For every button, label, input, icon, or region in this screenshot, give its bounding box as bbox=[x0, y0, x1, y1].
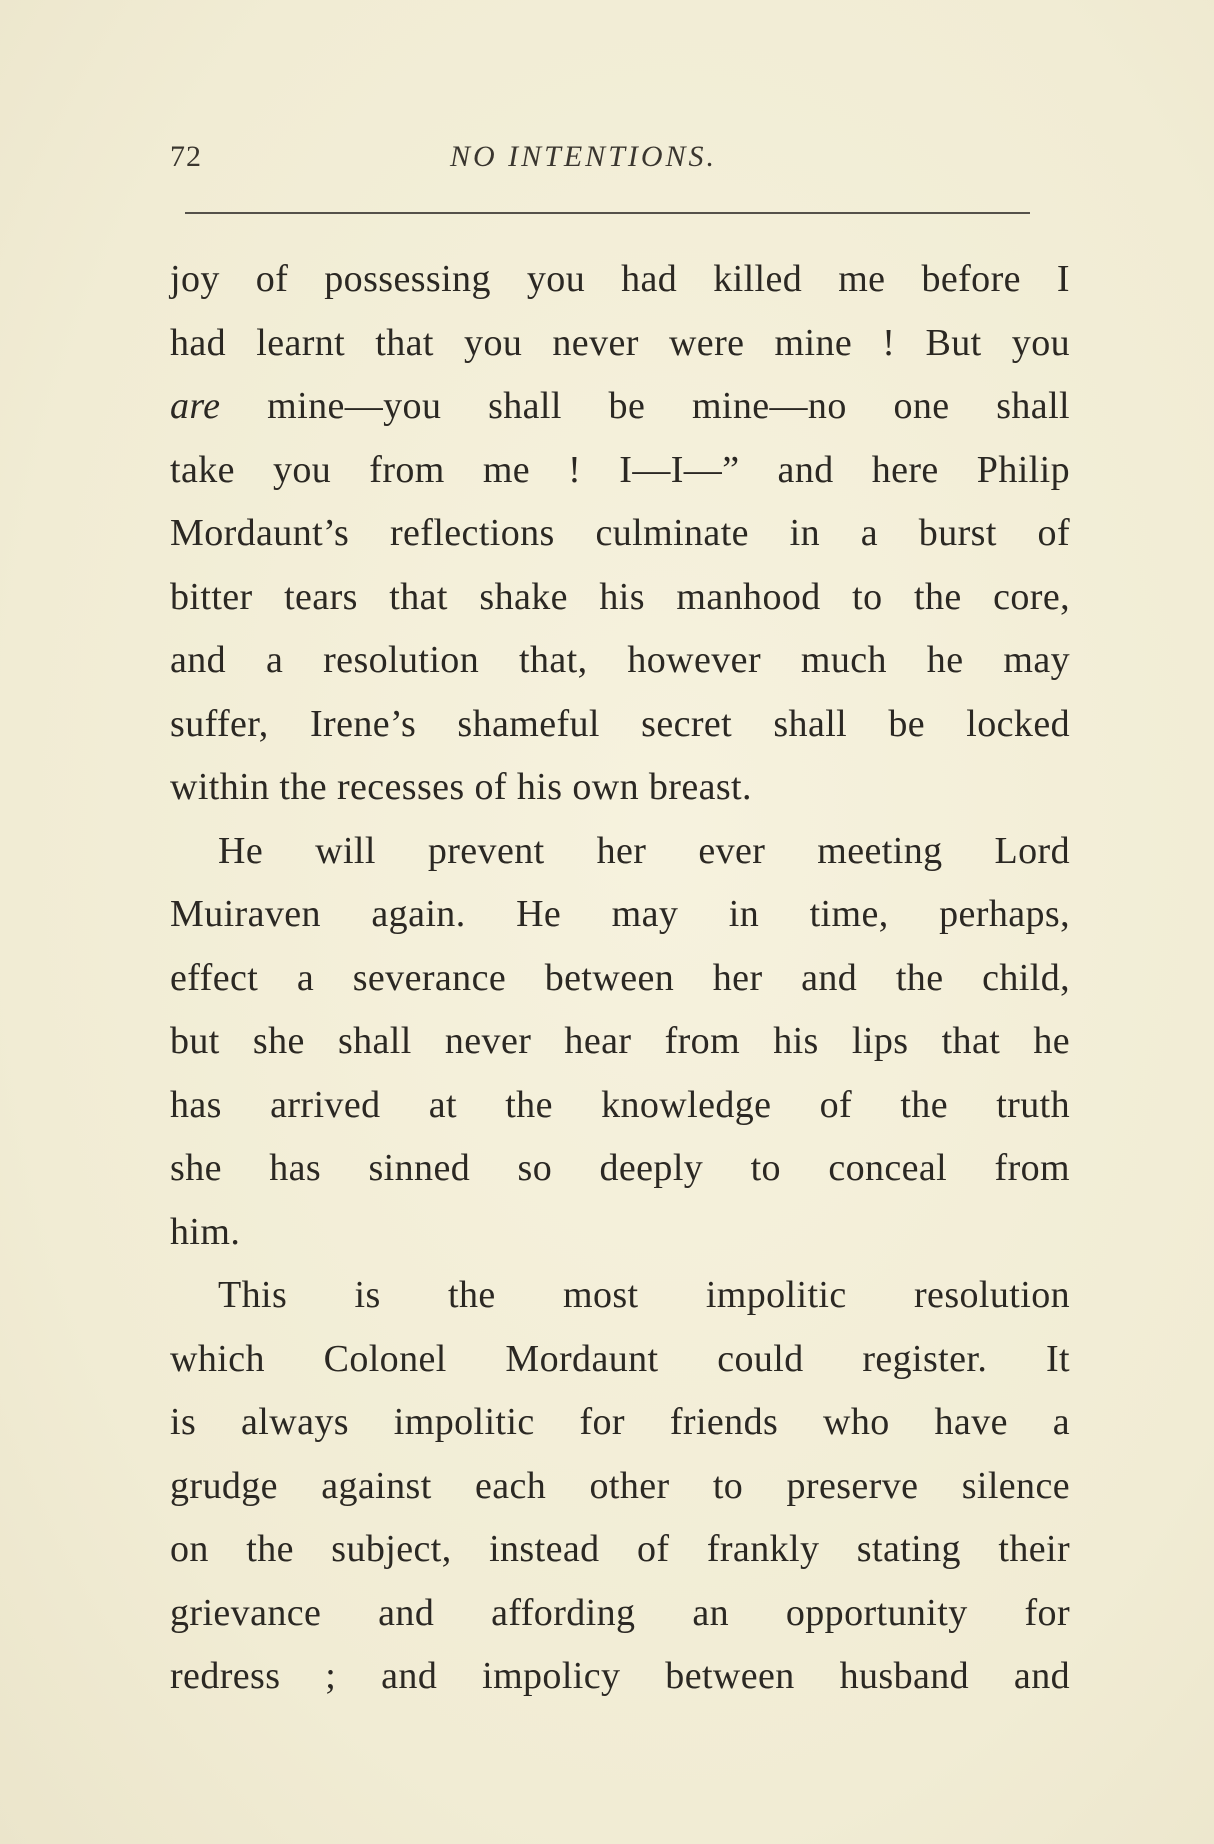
text-line: grievance and affording an opportunity for bbox=[170, 1591, 1070, 1634]
text-line bbox=[170, 375, 1070, 439]
text-line: she has sinned so deeply to conceal from bbox=[170, 1147, 1070, 1189]
paragraph-start-line: He will prevent her ever meeting Lord bbox=[218, 829, 1070, 872]
text-line: within the recesses of his own breast. bbox=[170, 766, 752, 808]
running-head bbox=[170, 140, 1030, 180]
running-title: NO INTENTIONS. bbox=[450, 140, 718, 173]
body-text bbox=[170, 248, 1070, 1709]
paragraph-start-line: This is the most impolitic resolution bbox=[218, 1274, 1070, 1316]
text-line: suffer, Irene’s shameful secret shall be locked bbox=[170, 702, 1070, 745]
text-segment: mine—you shall be mine—no one shall bbox=[220, 385, 1070, 427]
text-line: and a resolution that, however much he may bbox=[170, 639, 1070, 681]
text-line: joy of possessing you had killed me before I bbox=[170, 258, 1070, 300]
text-line: is always impolitic for friends who have a bbox=[170, 1401, 1070, 1443]
text-line: grudge against each other to preserve silence bbox=[170, 1464, 1070, 1507]
text-line: Mordaunt’s reflections culminate in a burst of bbox=[170, 512, 1070, 554]
text-line: which Colonel Mordaunt could register. It bbox=[170, 1337, 1070, 1380]
text-line: Muiraven again. He may in time, perhaps, bbox=[170, 893, 1070, 935]
page-number: 72 bbox=[170, 140, 202, 173]
text-line: but she shall never hear from his lips that he bbox=[170, 1020, 1070, 1062]
text-line: had learnt that you never were mine ! But you bbox=[170, 321, 1070, 364]
italic-word: are bbox=[170, 385, 221, 427]
header-rule bbox=[185, 212, 1030, 214]
text-line: bitter tears that shake his manhood to the core, bbox=[170, 575, 1070, 618]
text-line: him. bbox=[170, 1210, 241, 1253]
text-line: take you from me ! I—I—” and here Philip bbox=[170, 448, 1070, 491]
text-line: effect a severance between her and the child, bbox=[170, 956, 1070, 999]
text-line: redress ; and impolicy between husband and bbox=[170, 1655, 1070, 1697]
text-line: has arrived at the knowledge of the truth bbox=[170, 1083, 1070, 1126]
text-line: on the subject, instead of frankly stating their bbox=[170, 1528, 1070, 1570]
